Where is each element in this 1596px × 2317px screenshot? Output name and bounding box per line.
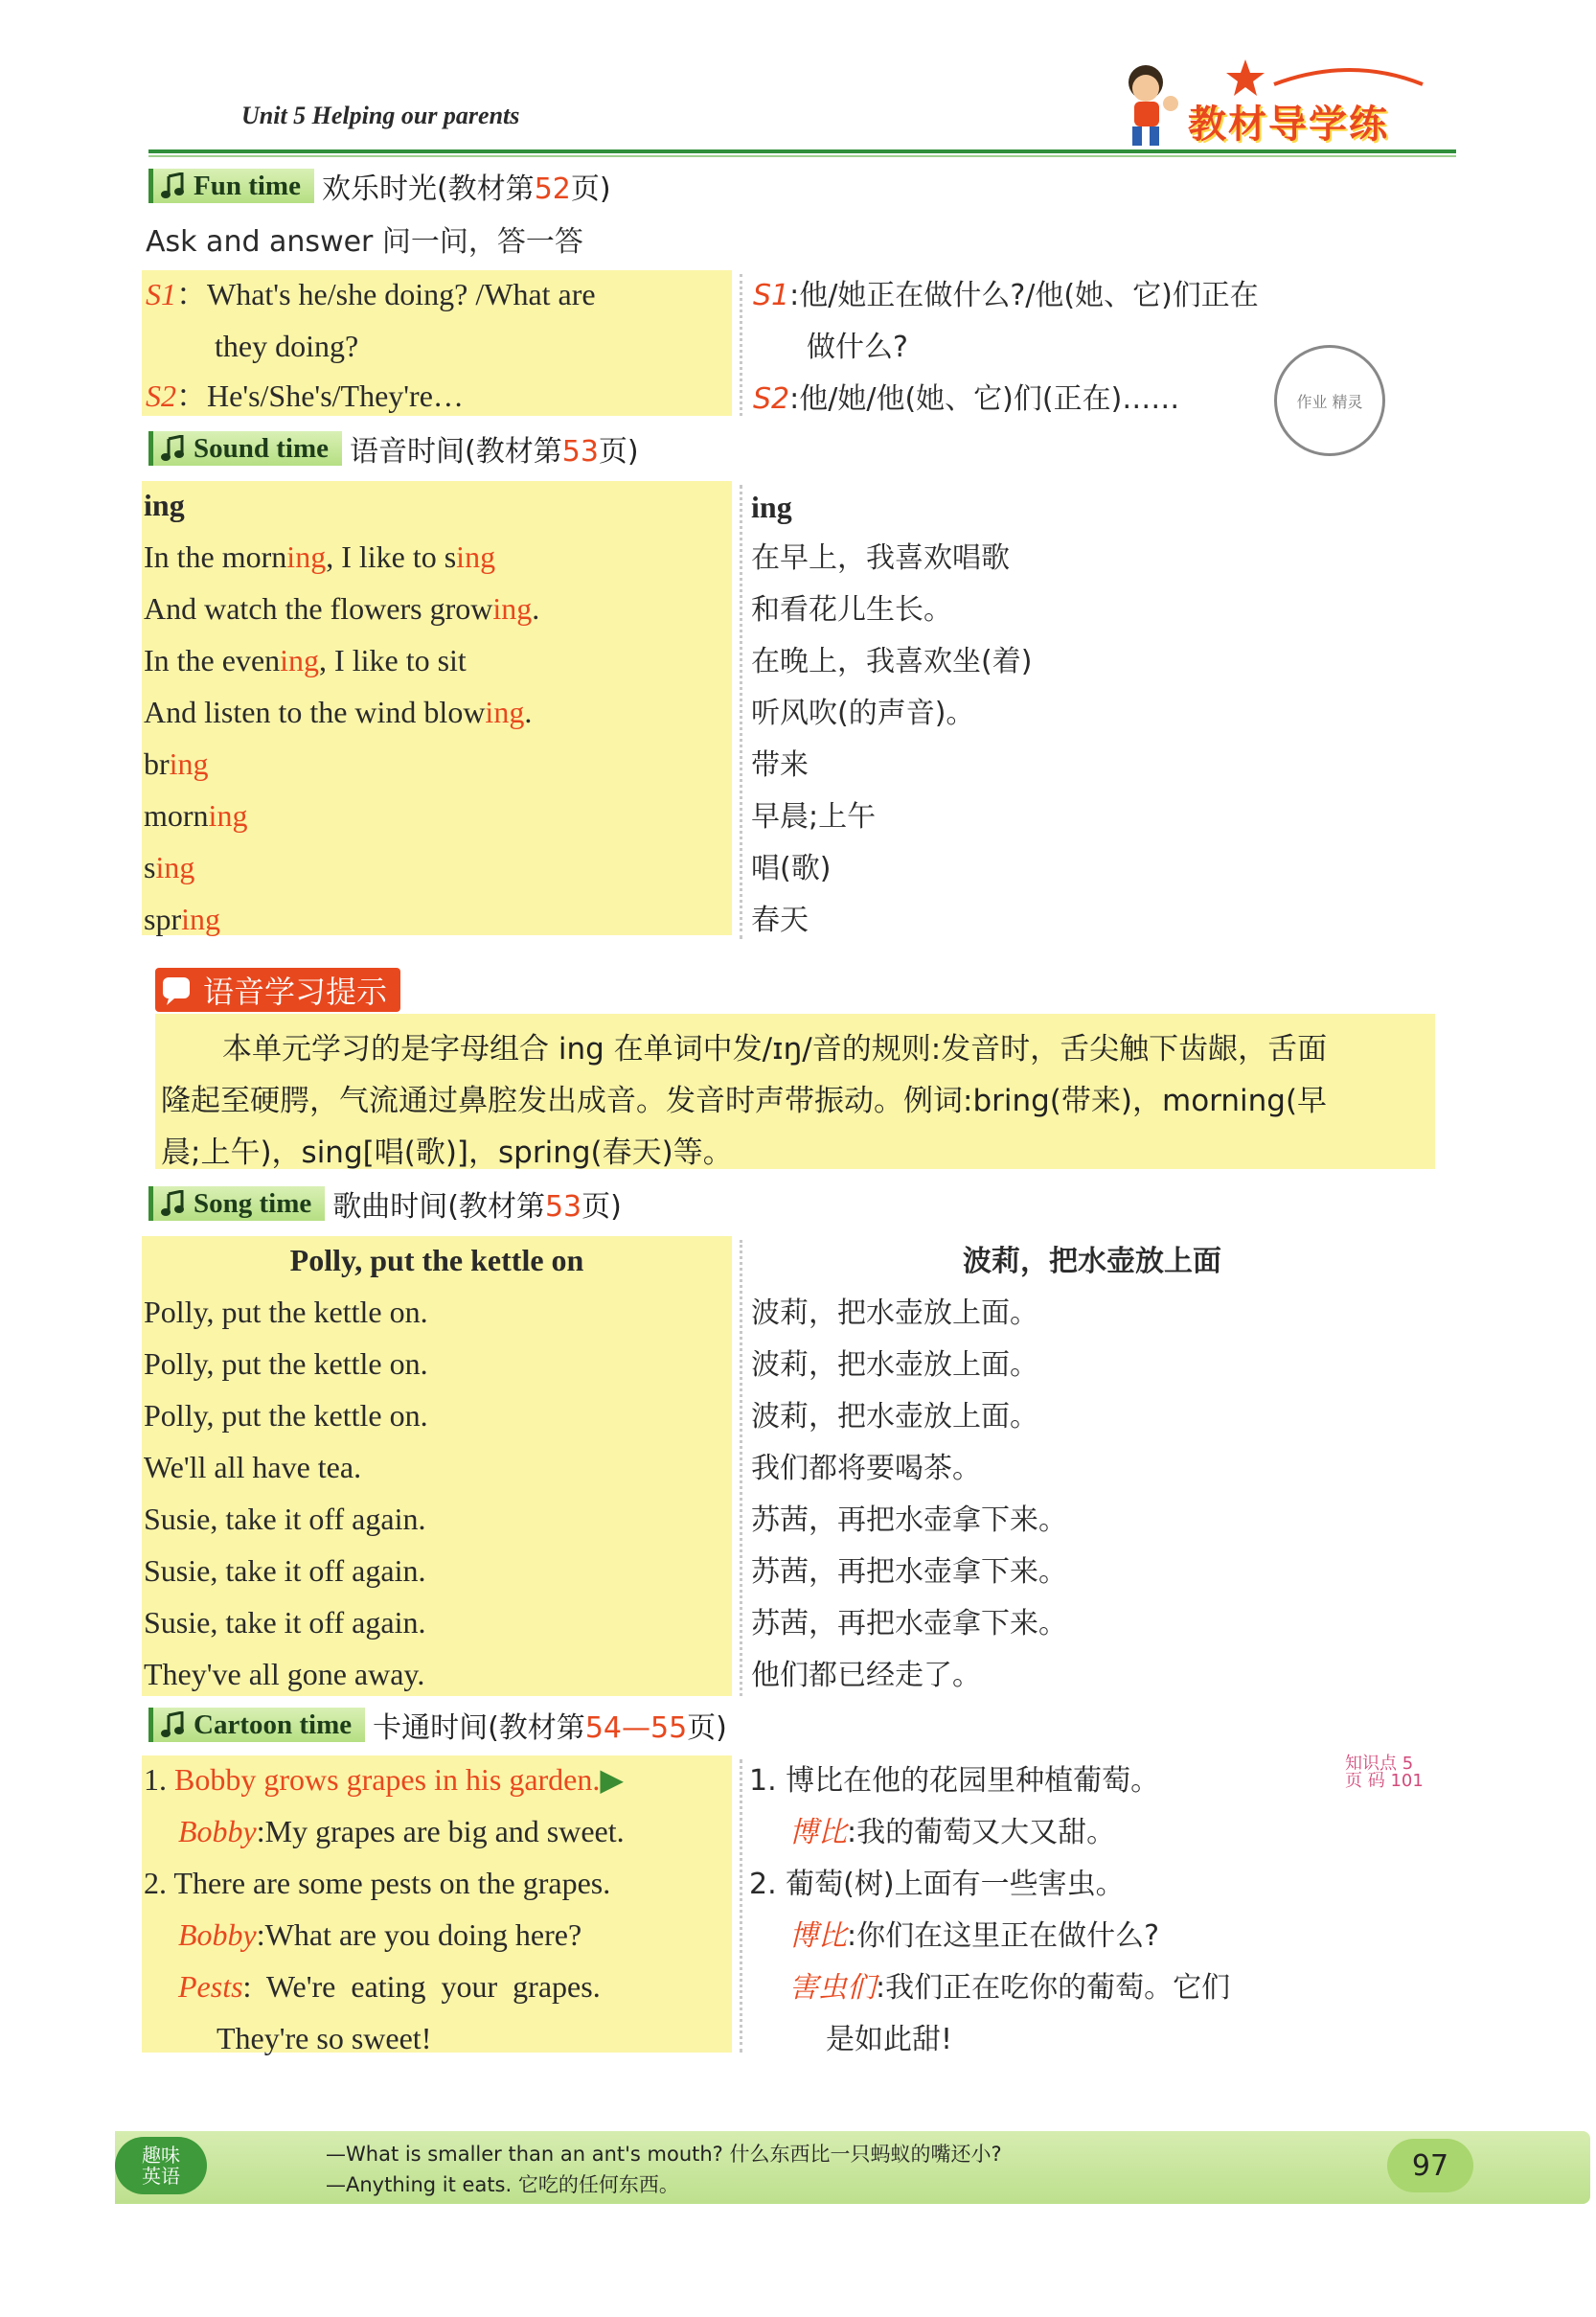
fun-time-tab-zh: 欢乐时光(教材第52页)	[321, 172, 611, 206]
list-item: We'll all have tea.	[144, 1450, 362, 1484]
tip-text	[161, 1023, 1327, 1179]
mascot-icon	[1111, 56, 1188, 151]
play-arrow-icon: ▶	[600, 1762, 624, 1797]
fun-english-badge	[115, 2137, 207, 2194]
list-item: sing	[144, 850, 195, 884]
list-item: spring	[144, 902, 220, 936]
s1-line-zh-cont: 做什么?	[807, 331, 908, 364]
list-item: 波莉，把水壶放上面。	[751, 1348, 1038, 1382]
list-item: 听风吹(的声音)。	[751, 697, 975, 730]
tip-title: 语音学习提示	[203, 974, 388, 1010]
tip-line: 本单元学习的是字母组合 ing 在单词中发/ɪŋ/音的规则:发音时，舌尖触下齿龈，舌面	[222, 1032, 1328, 1067]
sound-heading-en: ing	[144, 488, 185, 522]
page-number: 97	[1387, 2139, 1473, 2192]
cartoon-zh-2: 博比:我的葡萄又大又甜。	[789, 1816, 1116, 1849]
music-note-icon	[161, 1190, 186, 1217]
s2-line-zh: S2:他/她/他(她、它)们(正在)……	[753, 382, 1180, 416]
riddle-answer: —Anything it eats. 它吃的任何东西。	[326, 2173, 679, 2196]
header-divider-light	[148, 155, 1456, 157]
knowledge-page: 页 码 101	[1345, 1771, 1424, 1791]
list-item: And listen to the wind blowing.	[144, 695, 533, 729]
knowledge-label: 知识点 5	[1345, 1754, 1414, 1774]
list-item: 苏茜，再把水壶拿下来。	[751, 1503, 1067, 1537]
list-item: 春天	[751, 904, 809, 937]
cartoon-time-tab	[148, 1706, 727, 1744]
list-item: And watch the flowers growing.	[144, 591, 540, 626]
list-item: Polly, put the kettle on.	[144, 1398, 428, 1433]
list-item: bring	[144, 746, 209, 781]
cartoon-zh-6: 是如此甜!	[826, 2023, 953, 2056]
s2-line-en: S2：He's/She's/They're…	[146, 379, 464, 413]
sound-heading-zh: ing	[751, 490, 792, 524]
star-swoosh-icon	[1217, 56, 1427, 98]
riddle-question: —What is smaller than an ant's mouth? 什么东西比一只蚂蚁的嘴还小?	[326, 2143, 1002, 2166]
brand-logo	[1111, 56, 1456, 151]
song-en-list	[144, 1286, 428, 1700]
list-item: morning	[144, 798, 248, 833]
tip-line: 晨;上午)，sing[唱(歌)]，spring(春天)等。	[161, 1136, 733, 1170]
sound-time-tab-en: Sound time	[194, 432, 330, 464]
song-title-zh: 波莉，把水壶放上面	[963, 1245, 1221, 1278]
list-item: Susie, take it off again.	[144, 1502, 426, 1536]
fun-time-tab	[148, 167, 611, 205]
song-time-tab-zh: 歌曲时间(教材第53页)	[332, 1190, 622, 1224]
list-item: In the evening, I like to sit	[144, 643, 467, 677]
list-item: 带来	[751, 748, 809, 782]
list-item: 苏茜，再把水壶拿下来。	[751, 1607, 1067, 1640]
list-item: 他们都已经走了。	[751, 1659, 981, 1692]
s1-line-zh: S1:他/她正在做什么?/他(她、它)们正在	[753, 279, 1259, 312]
list-item: In the morning, I like to sing	[144, 539, 496, 574]
column-divider	[740, 485, 742, 939]
list-item: Susie, take it off again.	[144, 1605, 426, 1640]
unit-title: Unit 5 Helping our parents	[241, 102, 520, 129]
knowledge-page-ref	[1345, 1755, 1424, 1790]
song-time-tab-en: Song time	[194, 1187, 312, 1219]
list-item: 苏茜，再把水壶拿下来。	[751, 1555, 1067, 1589]
s1-line-en: S1：What's he/she doing? /What are	[146, 277, 596, 311]
cartoon-line-3: 2. There are some pests on the grapes.	[144, 1866, 611, 1900]
list-item: 在晚上，我喜欢坐(着)	[751, 645, 1033, 678]
list-item: 和看花儿生长。	[751, 593, 952, 627]
music-note-icon	[161, 172, 186, 199]
logo-text: 教材导学练	[1188, 103, 1389, 147]
list-item: 波莉，把水壶放上面。	[751, 1400, 1038, 1434]
cartoon-line-2: Bobby:My grapes are big and sweet.	[178, 1814, 625, 1848]
list-item: 在早上，我喜欢唱歌	[751, 541, 1010, 575]
watermark-stamp: 作业 精灵	[1274, 345, 1385, 456]
list-item: 我们都将要喝茶。	[751, 1452, 981, 1485]
sound-time-tab-zh: 语音时间(教材第53页)	[350, 435, 639, 469]
column-divider	[740, 1240, 742, 1696]
header-divider	[148, 149, 1456, 153]
column-divider	[740, 1759, 742, 2053]
sound-en-list	[144, 531, 539, 945]
list-item: They've all gone away.	[144, 1657, 425, 1691]
sound-time-tab	[148, 429, 639, 468]
song-title-en: Polly, put the kettle on	[289, 1243, 584, 1277]
cartoon-time-tab-zh: 卡通时间(教材第54—55页)	[373, 1711, 727, 1745]
list-item: 唱(歌)	[751, 852, 832, 885]
tip-line: 隆起至硬腭，气流通过鼻腔发出成音。发音时声带振动。例词:bring(带来)，morning(早	[161, 1084, 1328, 1118]
cartoon-line-6: They're so sweet!	[217, 2021, 432, 2055]
cartoon-line-4: Bobby:What are you doing here?	[178, 1917, 582, 1952]
cartoon-zh-1: 1. 博比在他的花园里种植葡萄。	[749, 1764, 1160, 1798]
song-time-tab	[148, 1184, 622, 1223]
speech-bubble-icon	[161, 974, 194, 1006]
list-item: Susie, take it off again.	[144, 1553, 426, 1588]
music-note-icon	[161, 1711, 186, 1738]
list-item: Polly, put the kettle on.	[144, 1295, 428, 1329]
fun-english-label: 趣味 英语	[142, 2144, 180, 2188]
music-note-icon	[161, 435, 186, 462]
s1-line-en-cont: they doing?	[215, 329, 359, 363]
tip-tab	[155, 968, 400, 1012]
cartoon-zh-3: 2. 葡萄(树)上面有一些害虫。	[749, 1868, 1125, 1901]
cartoon-zh-4: 博比:你们在这里正在做什么?	[789, 1919, 1160, 1953]
sound-zh-list	[751, 533, 1032, 947]
fun-time-subtitle: Ask and answer 问一问，答一答	[146, 225, 583, 259]
list-item: Polly, put the kettle on.	[144, 1346, 428, 1381]
cartoon-line-1: 1. Bobby grows grapes in his garden.▶	[144, 1762, 624, 1797]
cartoon-line-5: Pests: We're eating your grapes.	[178, 1969, 601, 2004]
fun-time-tab-en: Fun time	[194, 170, 301, 201]
cartoon-time-tab-en: Cartoon time	[194, 1709, 353, 1740]
list-item: 波莉，把水壶放上面。	[751, 1296, 1038, 1330]
cartoon-zh-5: 害虫们:我们正在吃你的葡萄。它们	[789, 1971, 1231, 2005]
list-item: 早晨;上午	[751, 800, 877, 834]
column-divider	[740, 274, 742, 416]
song-zh-list	[751, 1288, 1067, 1702]
